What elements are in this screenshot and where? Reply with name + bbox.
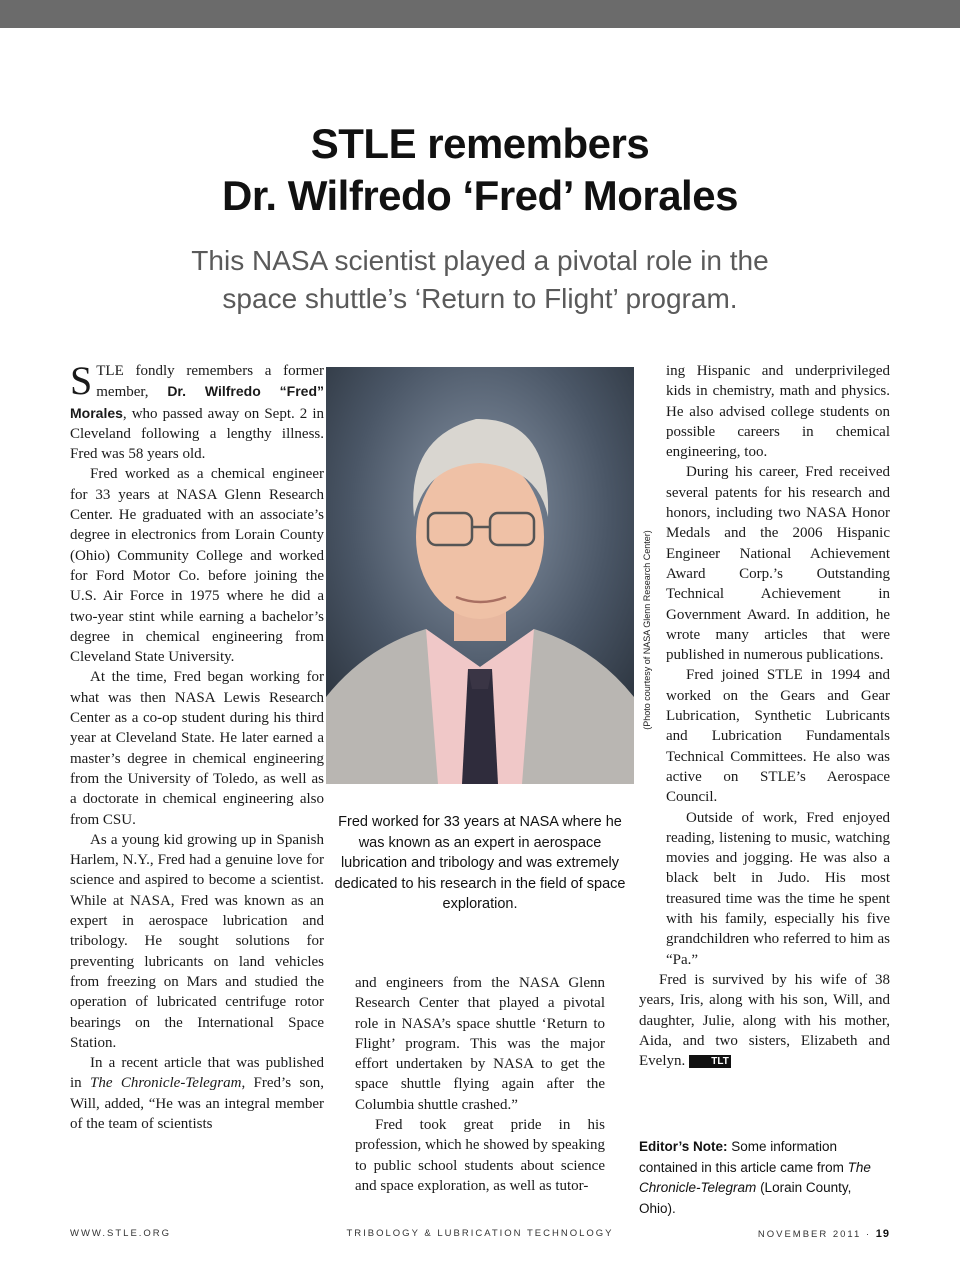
top-bar [0,0,960,28]
paragraph-text: Fred is survived by his wife of 38 years, Iris, along with his son, Will, and daughter, Julie, along with his mother, Aida, and two sisters, Elizabeth and Evelyn. [639,971,890,1070]
paragraph [639,970,890,1071]
paragraph: During his career, Fred received several patents for his research and honors, including two NASA Honor Medals and the 2006 Hispanic Engineer National Achievement Award Corp.’s Outstanding Technical Achievement in Government Award. In addition, he wrote many articles that were published in numerous publications. [666,464,890,664]
page-number: 19 [875,1228,890,1240]
editor-note-text-end: (Lorain County, Ohio). [639,1180,852,1216]
intro-text-end: , who passed away on Sept. 2 in Cleveland following a lengthy illness. Fred was 58 years old. [70,405,324,463]
article-title [0,118,960,222]
footer-date-page [758,1228,890,1240]
tlt-end-logo: TLT [689,1055,731,1068]
editor-note-label: Editor’s Note: [639,1139,728,1154]
footer-date: NOVEMBER 2011 · [757,1229,872,1240]
intro-text: TLE fondly remembers a former member, [96,363,324,401]
paragraph [70,1053,324,1134]
paragraph: Fred worked as a chemical engineer for 33 years at NASA Glenn Research Center. He graduated with an associate’s degree in electronics from Lorain County (Ohio) Community College and worked for Ford Motor Co. before joining the U.S. Air Force in 1975 where he did a two-year stint while earning a bachelor’s degree in chemical engineering from Cleveland State University. [70,466,324,666]
paragraph: Fred joined STLE in 1994 and worked on the Gears and Gear Lubrication, Synthetic Lubricants and Lubrication Fundamentals Technical Committees. He also was active on STLE’s Aerospace Council. [666,667,890,806]
publication-name: The Chronicle-Telegram [90,1075,242,1092]
photo-credit: (Photo courtesy of NASA Glenn Research Center) [642,530,652,730]
intro-paragraph [70,358,324,464]
paragraph: and engineers from the NASA Glenn Research Center that played a pivotal role in NASA’s space shuttle ‘Return to Flight’ program. This was the major effort undertaken by NASA to get the space shuttle flying again after the Columbia shuttle crashed.” [355,975,605,1113]
portrait-photo [326,367,634,784]
subtitle-line-2: space shuttle’s ‘Return to Flight’ program. [222,283,738,314]
article-subtitle [0,242,960,318]
footer-website: WWW.STLE.ORG [70,1228,172,1239]
paragraph-text: , Fred’s son, Will, added, “He was an integral member of the team of scientists [70,1075,324,1132]
editor-note-text: Some information contained in this article came from [639,1139,848,1175]
paragraph: Outside of work, Fred enjoyed reading, listening to music, watching movies and jogging. He was also a black belt in Judo. His most treasured time was the time he spent with his family, especially his five grandchildren who referred to him as “Pa.” [666,809,890,968]
paragraph: Fred took great pride in his profession, which he showed by speaking to public school students about science and space exploration, as well as tutor- [355,1117,605,1194]
column-2 [355,973,605,1196]
title-line-2: Dr. Wilfredo ‘Fred’ Morales [222,172,738,219]
subtitle-line-1: This NASA scientist played a pivotal role in the [191,245,769,276]
column-3 [639,361,890,1071]
paragraph: ing Hispanic and underprivileged kids in chemistry, math and physics. He also advised college students on possible careers in chemical engineering, too. [666,363,890,461]
column-3-narrow [666,361,890,970]
column-1 [70,358,324,1134]
subject-name: Dr. Wilfredo “Fred” Morales [70,383,324,421]
editor-note [639,1137,890,1219]
title-line-1: STLE remembers [310,120,650,167]
drop-cap: S [70,358,93,403]
footer-publication: TRIBOLOGY & LUBRICATION TECHNOLOGY [346,1228,614,1239]
paragraph: At the time, Fred began working for what was then NASA Lewis Research Center as a co-op student during his third year at Cleveland State. He later earned a master’s degree in chemical engineering from the University of Toledo, as well as a doctorate in chemical engineering also from CSU. [70,669,324,828]
photo-caption: Fred worked for 33 years at NASA where he was known as an expert in aerospace lubrication and tribology and was extremely dedicated to his research in the field of space exploration. [334,814,626,912]
paragraph-text: In a recent article that was published in [70,1055,324,1092]
paragraph: As a young kid growing up in Spanish Harlem, N.Y., Fred had a genuine love for science and aspired to become a scientist. While at NASA, Fred was known as an expert in aerospace lubrication and tribology. He sought solutions for preventing lubricants on land vehicles from freezing on Mars and studied the operation of lubricated centrifuge rotor bearings on the International Space Station. [70,831,324,1051]
editor-note-publication: The Chronicle-Telegram [639,1159,871,1195]
portrait-illustration [326,367,634,784]
